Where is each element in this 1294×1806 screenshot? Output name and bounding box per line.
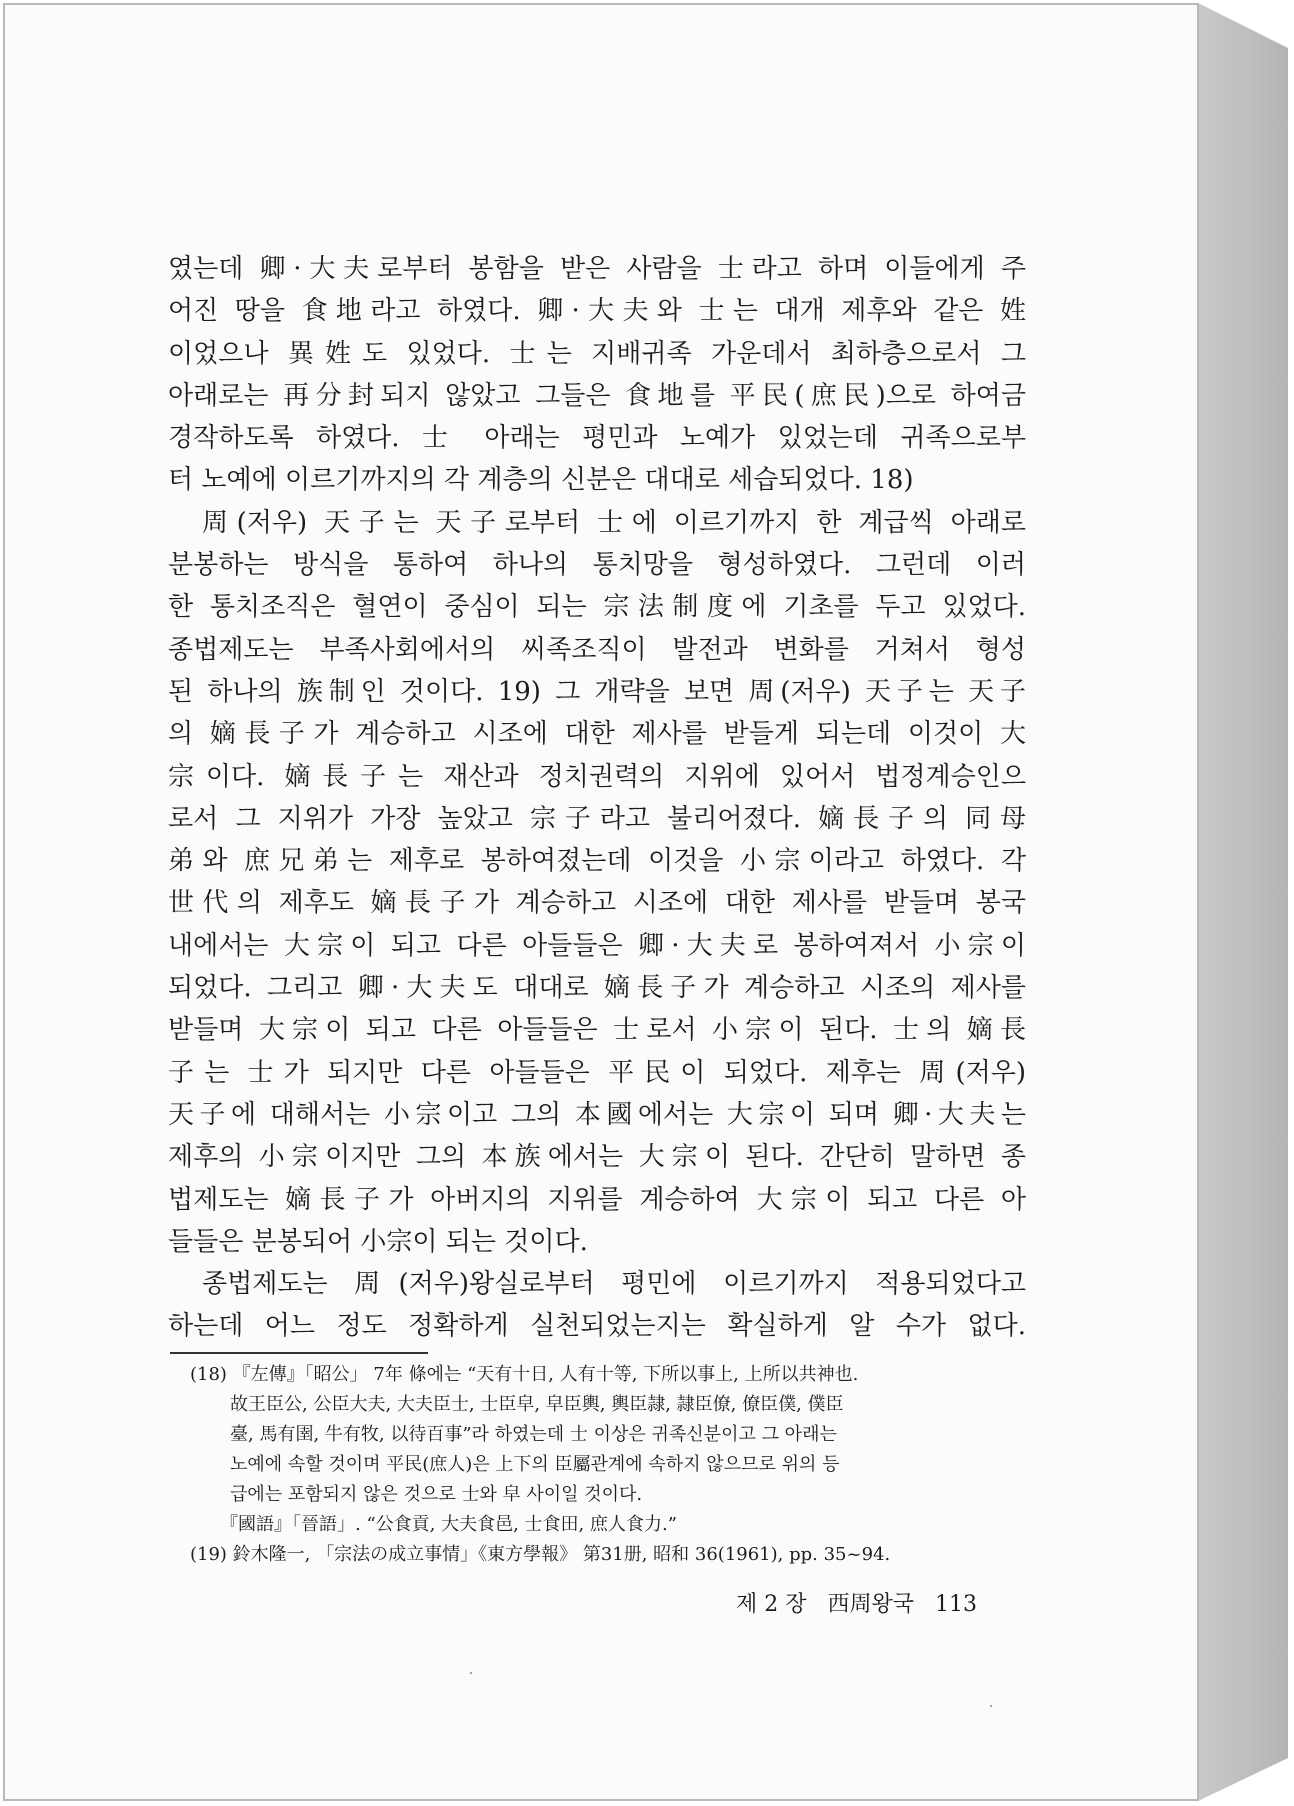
- text-line: 되었다. 그리고 卿·大夫도 대대로 嫡長子가 계승하고 시조의 제사를: [168, 973, 1026, 1004]
- running-footer: [736, 1587, 1026, 1618]
- text-line: 내에서는 大宗이 되고 다른 아들들은 卿·大夫로 봉하여져서 小宗이: [168, 930, 1026, 961]
- text-line: 한 통치조직은 혈연이 중심이 되는 宗法制度에 기초를 두고 있었다.: [168, 592, 1026, 623]
- footnote-line: 臺, 馬有圉, 牛有牧, 以待百事”라 하였는데 士 이상은 귀족신분이고 그 아래는: [230, 1424, 837, 1445]
- text-line: 하는데 어느 정도 정확하게 실천되었는지는 확실하게 알 수가 없다.: [168, 1311, 1026, 1342]
- text-line: 종법제도는 周(저우)왕실로부터 평민에 이르기까지 적용되었다고: [202, 1269, 1026, 1300]
- text-line: 아래로는 再分封되지 않았고 그들은 食地를 平民(庶民)으로 하여금: [168, 380, 1026, 411]
- text-line: 周(저우) 天子는 天子로부터 士에 이르기까지 한 계급씩 아래로: [202, 507, 1026, 538]
- text-line: 들들은 분봉되어 小宗이 되는 것이다.: [168, 1226, 588, 1257]
- chapter-label: 제 2 장: [736, 1592, 807, 1617]
- footnotes: [190, 1360, 1026, 1570]
- footnote-line: 『國語』「晉語」. “公食貢, 大夫食邑, 士食田, 庶人食力.”: [220, 1514, 677, 1535]
- footnote-line: 노예에 속할 것이며 平民(庶人)은 上下의 臣屬관계에 속하지 않으므로 위의 등: [230, 1454, 840, 1475]
- text-line: 법제도는 嫡長子가 아버지의 지위를 계승하여 大宗이 되고 다른 아: [168, 1184, 1026, 1215]
- page-number: 113: [935, 1592, 978, 1617]
- text-line: 이었으나 異姓도 있었다. 士는 지배귀족 가운데서 최하층으로서 그: [168, 338, 1026, 369]
- text-line: 子는 士가 되지만 다른 아들들은 平民이 되었다. 제후는 周(저우): [168, 1057, 1026, 1088]
- text-line: 경작하도록 하였다. 士 아래는 평민과 노예가 있었는데 귀족으로부: [168, 423, 1026, 454]
- text-line: 제후의 小宗이지만 그의 本族에서는 大宗이 된다. 간단히 말하면 종: [168, 1142, 1026, 1173]
- text-line: 분봉하는 방식을 통하여 하나의 통치망을 형성하였다. 그런데 이러: [168, 550, 1026, 581]
- text-line: 어진 땅을 食地라고 하였다. 卿·大夫와 士는 대개 제후와 같은 姓: [168, 296, 1026, 327]
- scan-speck: [470, 1672, 472, 1674]
- footnote-line: (19) 鈴木隆一, 「宗法の成立事情」《東方學報》 第31册, 昭和 36(1961), pp. 35~94.: [190, 1544, 891, 1565]
- text-line: 로서 그 지위가 가장 높았고 宗子라고 불리어졌다. 嫡長子의 同母: [168, 803, 1026, 834]
- body-text: [168, 248, 1026, 1348]
- text-line: 받들며 大宗이 되고 다른 아들들은 士로서 小宗이 된다. 士의 嫡長: [168, 1015, 1026, 1046]
- footnote-divider: [170, 1352, 428, 1354]
- book-spine: [1198, 3, 1288, 1801]
- scan-speck: [990, 1705, 992, 1707]
- text-line: 종법제도는 부족사회에서의 씨족조직이 발전과 변화를 거쳐서 형성: [168, 634, 1026, 665]
- text-line: 宗이다. 嫡長子는 재산과 정치권력의 지위에 있어서 법정계승인으: [168, 761, 1026, 792]
- text-line: 된 하나의 族制인 것이다. 19) 그 개략을 보면 周(저우) 天子는 天子: [168, 676, 1026, 707]
- footnote-line: 급에는 포함되지 않은 것으로 士와 皁 사이일 것이다.: [230, 1484, 643, 1505]
- text-line: 世代의 제후도 嫡長子가 계승하고 시조에 대한 제사를 받들며 봉국: [168, 888, 1026, 919]
- text-line: 의 嫡長子가 계승하고 시조에 대한 제사를 받들게 되는데 이것이 大: [168, 719, 1026, 750]
- chapter-title: 西周왕국: [827, 1592, 915, 1617]
- footnote-line: 故王臣公, 公臣大夫, 大夫臣士, 士臣皁, 皁臣輿, 輿臣隷, 隷臣僚, 僚臣僕, 僕臣: [230, 1394, 844, 1415]
- text-line: 天子에 대해서는 小宗이고 그의 本國에서는 大宗이 되며 卿·大夫는: [168, 1099, 1026, 1130]
- footnote-line: (18) 『左傳』「昭公」 7年 條에는 “天有十日, 人有十等, 下所以事上, 上所以共神也.: [190, 1364, 859, 1385]
- text-line: 弟와 庶兄弟는 제후로 봉하여졌는데 이것을 小宗이라고 하였다. 각: [168, 846, 1026, 877]
- text-line: 였는데 卿·大夫로부터 봉함을 받은 사람을 士라고 하며 이들에게 주: [168, 254, 1026, 284]
- text-line: 터 노예에 이르기까지의 각 계층의 신분은 대대로 세습되었다. 18): [168, 465, 914, 496]
